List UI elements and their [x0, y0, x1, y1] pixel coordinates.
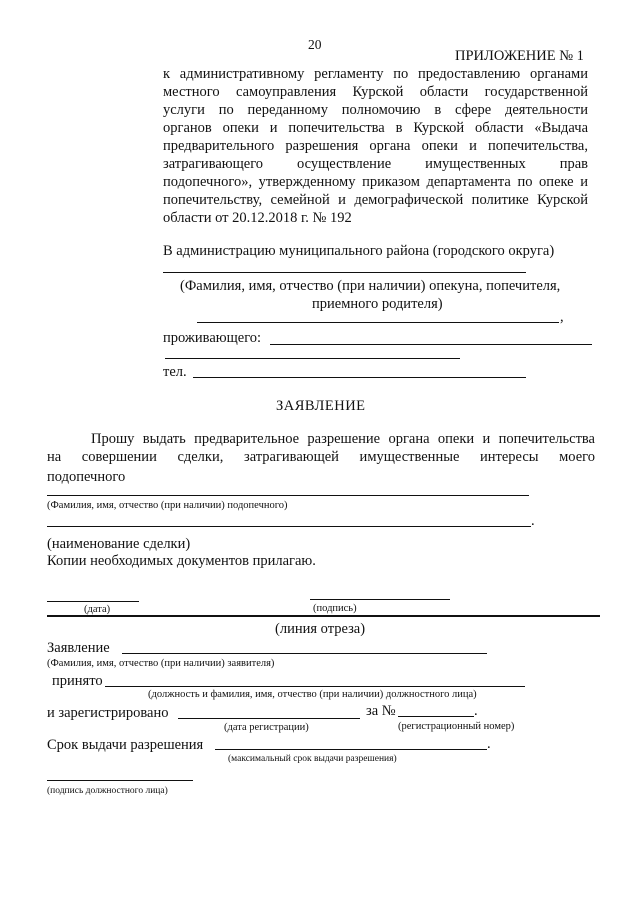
official-signature-line [47, 780, 193, 781]
cut-line-label: (линия отреза) [275, 621, 366, 637]
date-line [47, 601, 139, 602]
deadline-period: . [487, 736, 491, 752]
appendix-title: ПРИЛОЖЕНИЕ № 1 [455, 48, 584, 64]
registered-label: и зарегистрировано [47, 705, 169, 721]
appendix-line: услуги по переданному полномочию в сфере деятельности [163, 102, 588, 118]
period: . [531, 513, 535, 529]
reg-number-hint: (регистрационный номер) [398, 721, 515, 732]
ward-name-line [47, 495, 529, 496]
reg-number-line [398, 716, 474, 717]
reg-date-hint: (дата регистрации) [224, 722, 309, 733]
deal-hint: (наименование сделки) [47, 536, 191, 552]
statement-title: ЗАЯВЛЕНИЕ [276, 398, 366, 414]
accepted-label: принято [52, 673, 103, 689]
appendix-line: попечительству, семейной и демографической политике Курской [163, 192, 588, 208]
residing-line-2 [165, 358, 460, 359]
reg-date-line [178, 718, 360, 719]
signature-line [310, 599, 450, 600]
applicant-hint: (Фамилия, имя, отчество (при наличии) заявителя) [47, 658, 275, 669]
address-to: В администрацию муниципального района (городского округа) [163, 243, 555, 259]
ward-hint: (Фамилия, имя, отчество (при наличии) подопечного) [47, 500, 288, 511]
comma: , [560, 309, 564, 325]
deal-line [47, 526, 531, 527]
deadline-hint: (максимальный срок выдачи разрешения) [228, 754, 397, 764]
page-number: 20 [308, 37, 322, 52]
phone-line [193, 377, 526, 378]
guardian-name-line-2 [197, 322, 559, 323]
residing-label: проживающего: [163, 330, 262, 346]
statement-line-3: подопечного [47, 469, 126, 485]
number-label: за № [366, 703, 396, 719]
appendix-line: области от 20.12.2018 г. № 192 [163, 210, 352, 226]
reg-period: . [474, 703, 478, 719]
official-line [105, 686, 525, 687]
residing-line [270, 344, 592, 345]
official-signature-hint: (подпись должностного лица) [47, 786, 168, 796]
phone-label: тел. [163, 364, 187, 380]
appendix-line: предварительного разрешения органа опеки и попечительства, [163, 138, 588, 154]
deadline-label: Срок выдачи разрешения [47, 737, 204, 753]
appendix-line: местного самоуправления Курской области государственной [163, 84, 588, 100]
appendix-line: органов опеки и попечительства в Курской области «Выдача [163, 120, 588, 136]
appendix-line: подопечного», утвержденному приказом департамента по опеке и [163, 174, 588, 190]
guardian-hint-2: приемного родителя) [312, 296, 443, 312]
deadline-line [215, 749, 487, 750]
official-hint: (должность и фамилия, имя, отчество (при наличии) должностного лица) [148, 689, 477, 700]
appendix-line: затрагивающего осуществление имущественных прав [163, 156, 588, 172]
appendix-line: к административному регламенту по предоставлению органами [163, 66, 588, 82]
guardian-hint-1: (Фамилия, имя, отчество (при наличии) опекуна, попечителя, [180, 278, 561, 294]
receipt-statement-label: Заявление [47, 640, 110, 656]
statement-line-1: Прошу выдать предварительное разрешение органа опеки и попечительства [91, 431, 595, 447]
cut-line [47, 615, 600, 617]
statement-line-2: на совершении сделки, затрагивающей имущественные интересы моего [47, 449, 595, 465]
applicant-line [122, 653, 487, 654]
signature-hint: (подпись) [313, 603, 357, 614]
guardian-name-line [163, 272, 526, 273]
copies-text: Копии необходимых документов прилагаю. [47, 553, 316, 569]
date-hint: (дата) [84, 604, 111, 615]
